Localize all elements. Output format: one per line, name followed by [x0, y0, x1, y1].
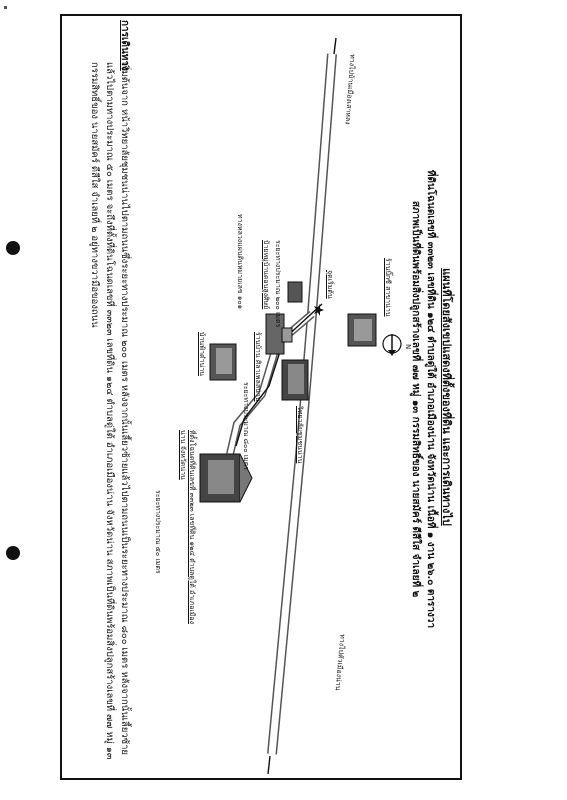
- label-distance-200: ระยะทางประมาณ ๒๐๐ เมตร: [274, 240, 282, 328]
- label-big-c: ร้านบิ๊กซี สาขาน่าน: [384, 258, 392, 317]
- building-ban-ruea: [210, 344, 236, 380]
- punch-hole-bottom: [6, 546, 20, 560]
- map-title: แผนที่โดยสังเขปแสดงที่ตั้งของที่ดิน และการเดินทางไป: [440, 268, 453, 526]
- punch-hole-top: [6, 241, 20, 255]
- label-land-site: ที่ตั้งโฉนดที่ดินเลขที่ ๓๓๒๓ เลขที่ดิน ๑๒๔ ตำบลดู่ใต้ อำเภอเมืองน่าน จังหวัดน่าน: [179, 430, 196, 625]
- building-school: [288, 282, 302, 302]
- label-road-to-ban-phai: ทางไปบ้านเมืองเสาหลง: [343, 53, 357, 125]
- subtitle-line-1: ที่ดินโฉนดเลขที่ ๓๓๒๓ เลขที่ดิน ๑๒๔ ตำบลดู่ใต้ อำเภอเมืองน่าน จังหวัดน่าน เนื้อที่ ๑ งาน ๒๖.๐ ตารางวา: [425, 169, 436, 629]
- label-road-to-city: ทางไปตัวเมืองน่าน: [333, 633, 347, 691]
- north-arrow: [383, 334, 401, 356]
- main-road: [272, 54, 332, 754]
- building-college: [282, 360, 308, 400]
- building-big-c: [348, 314, 376, 346]
- scan-dot: [4, 6, 7, 9]
- label-village-sign: ป้ายหมู่บ้านดอนสูงศิษย์: [262, 240, 270, 310]
- label-college: วิทยาลัยชุมชนน่าน: [296, 406, 304, 464]
- label-ban-ruea: บ้านฟ้าดำน่าน: [198, 332, 206, 377]
- label-highway: ทางหลวงแผ่นดินหมายเลข ๑๐๑: [236, 214, 244, 310]
- subtitle-line-2: สภาพเป็นที่ดินพร้อมสิ่งปลูกสร้างเลขที่ ๗๗ หมู่ ๑๓ กรรมสิทธิ์ของ นายสมัคร์ ดีสีใส จำเลยที่ ๒: [410, 200, 421, 598]
- label-ptt-station: ร้านบ้าน ศิลาเพลสน่าน: [254, 332, 262, 402]
- rotated-document: [60, 14, 462, 780]
- label-distance-50: ระยะทางประมาณ ๕๐ เมตร: [154, 490, 162, 574]
- label-distance-800: ระยะทางประมาณ ๘๐๐ เมตร: [242, 382, 250, 471]
- label-start-point: จุดเริ่มต้น: [326, 270, 334, 299]
- travel-directions: เริ่มต้นจาก หน้าวิทยาลัยชุมชนน่านไปตามถนนซึ่งระยะทางประมาณ ๒๐๐ เมตร หลังจากนั้นเลี้ยวซ้ายแล้วไปตามถนนเป็นระยะทางประมาณ ๘๐๐ เมตร หลังจากนั้นเลี้ยวซ้ายแล้วไปตามทางประมาณ ๕๐ เมตร จะถึงที่ตั้งที่ดินโฉนดเลขที่ ๓๓๒๓ เลขที่ดิน ๑๒๔ ตำบลดู่ใต้ อำเภอเมืองน่าน จังหวัดน่าน สภาพเป็นที่ดินพร้อมสิ่งปลูกสร้างเลขที่ ๗๗ หมู่ ๑๓ กรรมสิทธิ์ของ นายสมัคร์ ดีสีใส จำเลยที่ ๒ อยู่ทางขวามือของถนน: [89, 62, 130, 760]
- north-label: N: [404, 344, 412, 350]
- travel-heading: การเดินทาง: [119, 20, 130, 71]
